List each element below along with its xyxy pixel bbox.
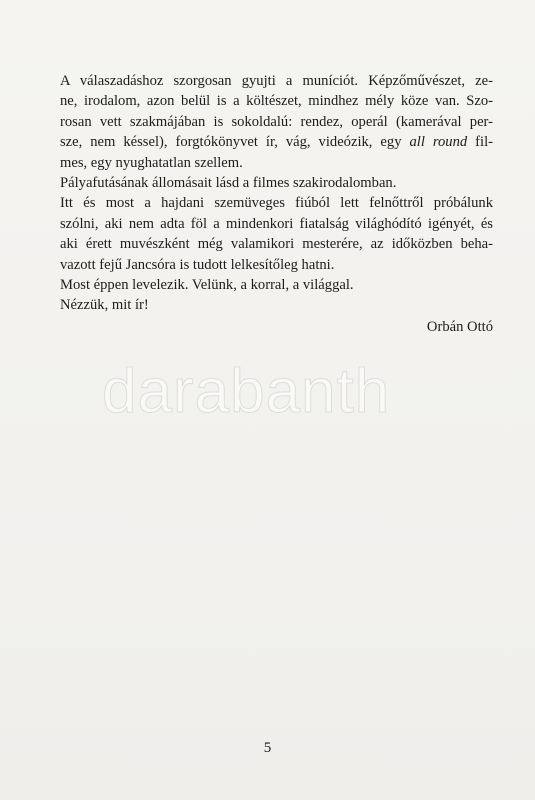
paragraph-1 xyxy=(60,71,493,173)
text-span: ne, irodalom, azon belül is a költészet, mindhez mély köze van. Szo- xyxy=(60,93,493,110)
text-span: Pályafutásának állomásait lásd a filmes szakirodalomban. xyxy=(60,175,397,192)
text-line xyxy=(60,193,493,213)
text-line xyxy=(60,275,493,295)
paragraph-5 xyxy=(60,295,493,315)
body-text xyxy=(60,71,493,316)
italic-phrase: all round xyxy=(409,134,468,151)
text-span: A válaszadáshoz szorgosan gyujti a muníciót. Képzőművészet, ze- xyxy=(60,73,493,89)
paragraph-3 xyxy=(60,193,493,275)
text-line xyxy=(60,71,493,91)
text-line xyxy=(60,153,493,173)
paragraph-2 xyxy=(60,173,493,193)
author-signature: Orbán Ottó xyxy=(426,319,493,335)
text-span: aki érett muvészként még valamikori mesterére, az időközben beha- xyxy=(60,236,493,253)
paragraph-4 xyxy=(60,275,493,295)
page-number: 5 xyxy=(263,740,272,756)
text-line xyxy=(60,214,493,234)
text-line xyxy=(60,132,493,152)
text-span: sze, nem késsel), forgtókönyvet ír, vág, videózik, egy xyxy=(60,134,410,151)
watermark: darabanth xyxy=(102,357,391,426)
text-span: rosan vett szakmájában is sokoldalú: rendez, operál (kamerával per- xyxy=(60,113,493,130)
text-span: mes, egy nyughatatlan szellem. xyxy=(60,154,243,171)
text-span: Itt és most a hajdani szemüveges fiúból lett felnőttről próbálunk xyxy=(60,195,493,212)
text-line xyxy=(60,91,493,111)
text-span: fil- xyxy=(467,134,493,151)
text-line xyxy=(60,112,493,132)
text-line xyxy=(60,173,493,193)
text-line xyxy=(60,295,493,315)
text-span: vazott fejű Jancsóra is tudott lelkesítőleg hatni. xyxy=(60,256,335,273)
text-span: Nézzük, mit ír! xyxy=(60,297,149,314)
text-line xyxy=(60,255,493,275)
text-span: Most éppen levelezik. Velünk, a korral, a világgal. xyxy=(60,277,354,294)
text-line xyxy=(60,234,493,254)
text-span: szólni, aki nem adta föl a mindenkori fiatalság világhódító igényét, és xyxy=(60,215,493,232)
